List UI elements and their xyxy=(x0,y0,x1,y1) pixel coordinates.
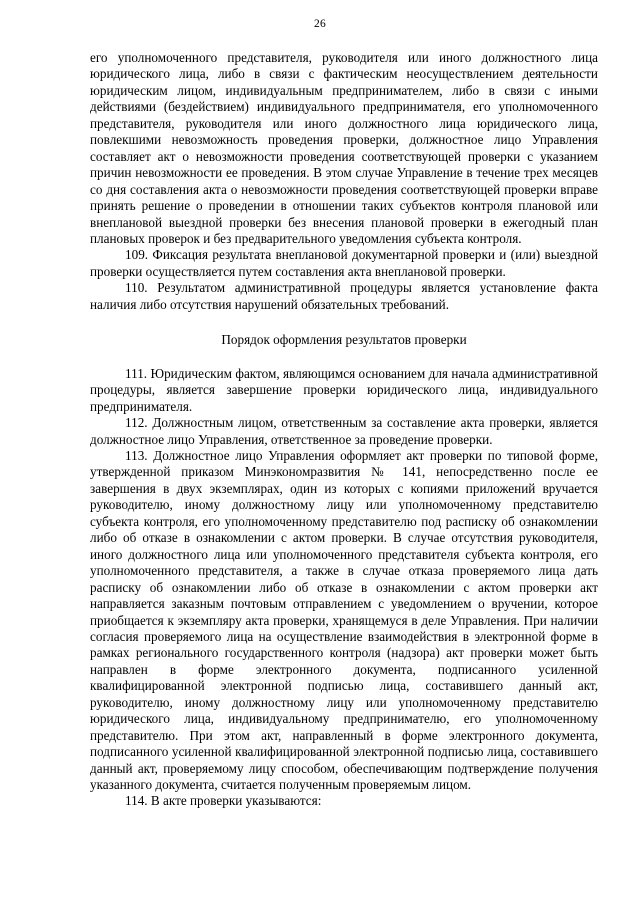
paragraph-110: 110. Результатом административной процедуры является установление факта наличия либо отсутствия нарушений обязательных требований. xyxy=(90,280,598,312)
page-number: 26 xyxy=(314,18,326,30)
paragraph-109: 109. Фиксация результата внеплановой документарной проверки и (или) выездной проверки осуществляется путем составления акта внеплановой проверки. xyxy=(90,247,598,279)
section-heading: Порядок оформления результатов проверки xyxy=(221,332,467,348)
paragraph-114: 114. В акте проверки указываются: xyxy=(125,793,322,809)
paragraph-continuation: его уполномоченного представителя, руководителя или иного должностного лица юридического лица, либо в связи с фактическим неосуществлением деятельности юридическим лицом, индивидуальным предпринимателем, либо в связи с иными действиями (бездействием) индивидуального предпринимателя, его уполномоченного представителя, руководителя или иного должностного лица юридического лица, повлекшими невозможность проведения проверки, должностное лицо Управления составляет акт о невозможности проведения соответствующей проверки с указанием причин невозможности ее проведения. В этом случае Управление в течение трех месяцев со дня составления акта о невозможности проведения соответствующей проверки вправе принять решение о проведении в отношении таких субъектов контроля плановой или внеплановой выездной проверки без внесения плановой проверки в ежегодный план плановых проверок и без предварительного уведомления субъекта контроля. xyxy=(90,50,598,246)
document-body xyxy=(90,50,598,810)
paragraph-113: 113. Должностное лицо Управления оформляет акт проверки по типовой форме, утвержденной приказом Минэкономразвития № 141, непосредственно после ее завершения в двух экземплярах, один из которых с копиями приложений вручается руководителю, иному должностному лицу или уполномоченному представителю субъекта контроля, его уполномоченному представителю под расписку об ознакомлении либо об отказе в ознакомлении с актом проверки. В случае отсутствия руководителя, иного должностного лица или уполномоченного представителя субъекта контроля, его уполномоченного представителя, а также в случае отказа проверяемого лица дать расписку об ознакомлении либо об отказе в ознакомлении с актом проверки акт направляется заказным почтовым отправлением с уведомлением о вручении, которое приобщается к экземпляру акта проверки, хранящемуся в деле Управления. При наличии согласия проверяемого лица на осуществление взаимодействия в электронной форме в рамках регионального государственного контроля (надзора) акт проверки может быть направлен в форме электронного документа, подписанного усиленной квалифицированной электронной подписью лица, составившего данный акт, руководителю, иному должностному лицу или уполномоченному представителю юридического лица, индивидуальному предпринимателю, его уполномоченному представителю. При этом акт, направленный в форме электронного документа, подписанного усиленной квалифицированной электронной подписью лица, составившего данный акт, проверяемому лицу способом, обеспечивающим подтверждение получения указанного документа, считается полученным проверяемым лицом. xyxy=(90,447,598,793)
paragraph-111: 111. Юридическим фактом, являющимся основанием для начала административной процедуры, является завершение проверки юридического лица, индивидуального предпринимателя. xyxy=(90,365,598,414)
paragraph-112: 112. Должностным лицом, ответственным за составление акта проверки, является должностное лицо Управления, ответственное за проведение проверки. xyxy=(90,415,598,447)
